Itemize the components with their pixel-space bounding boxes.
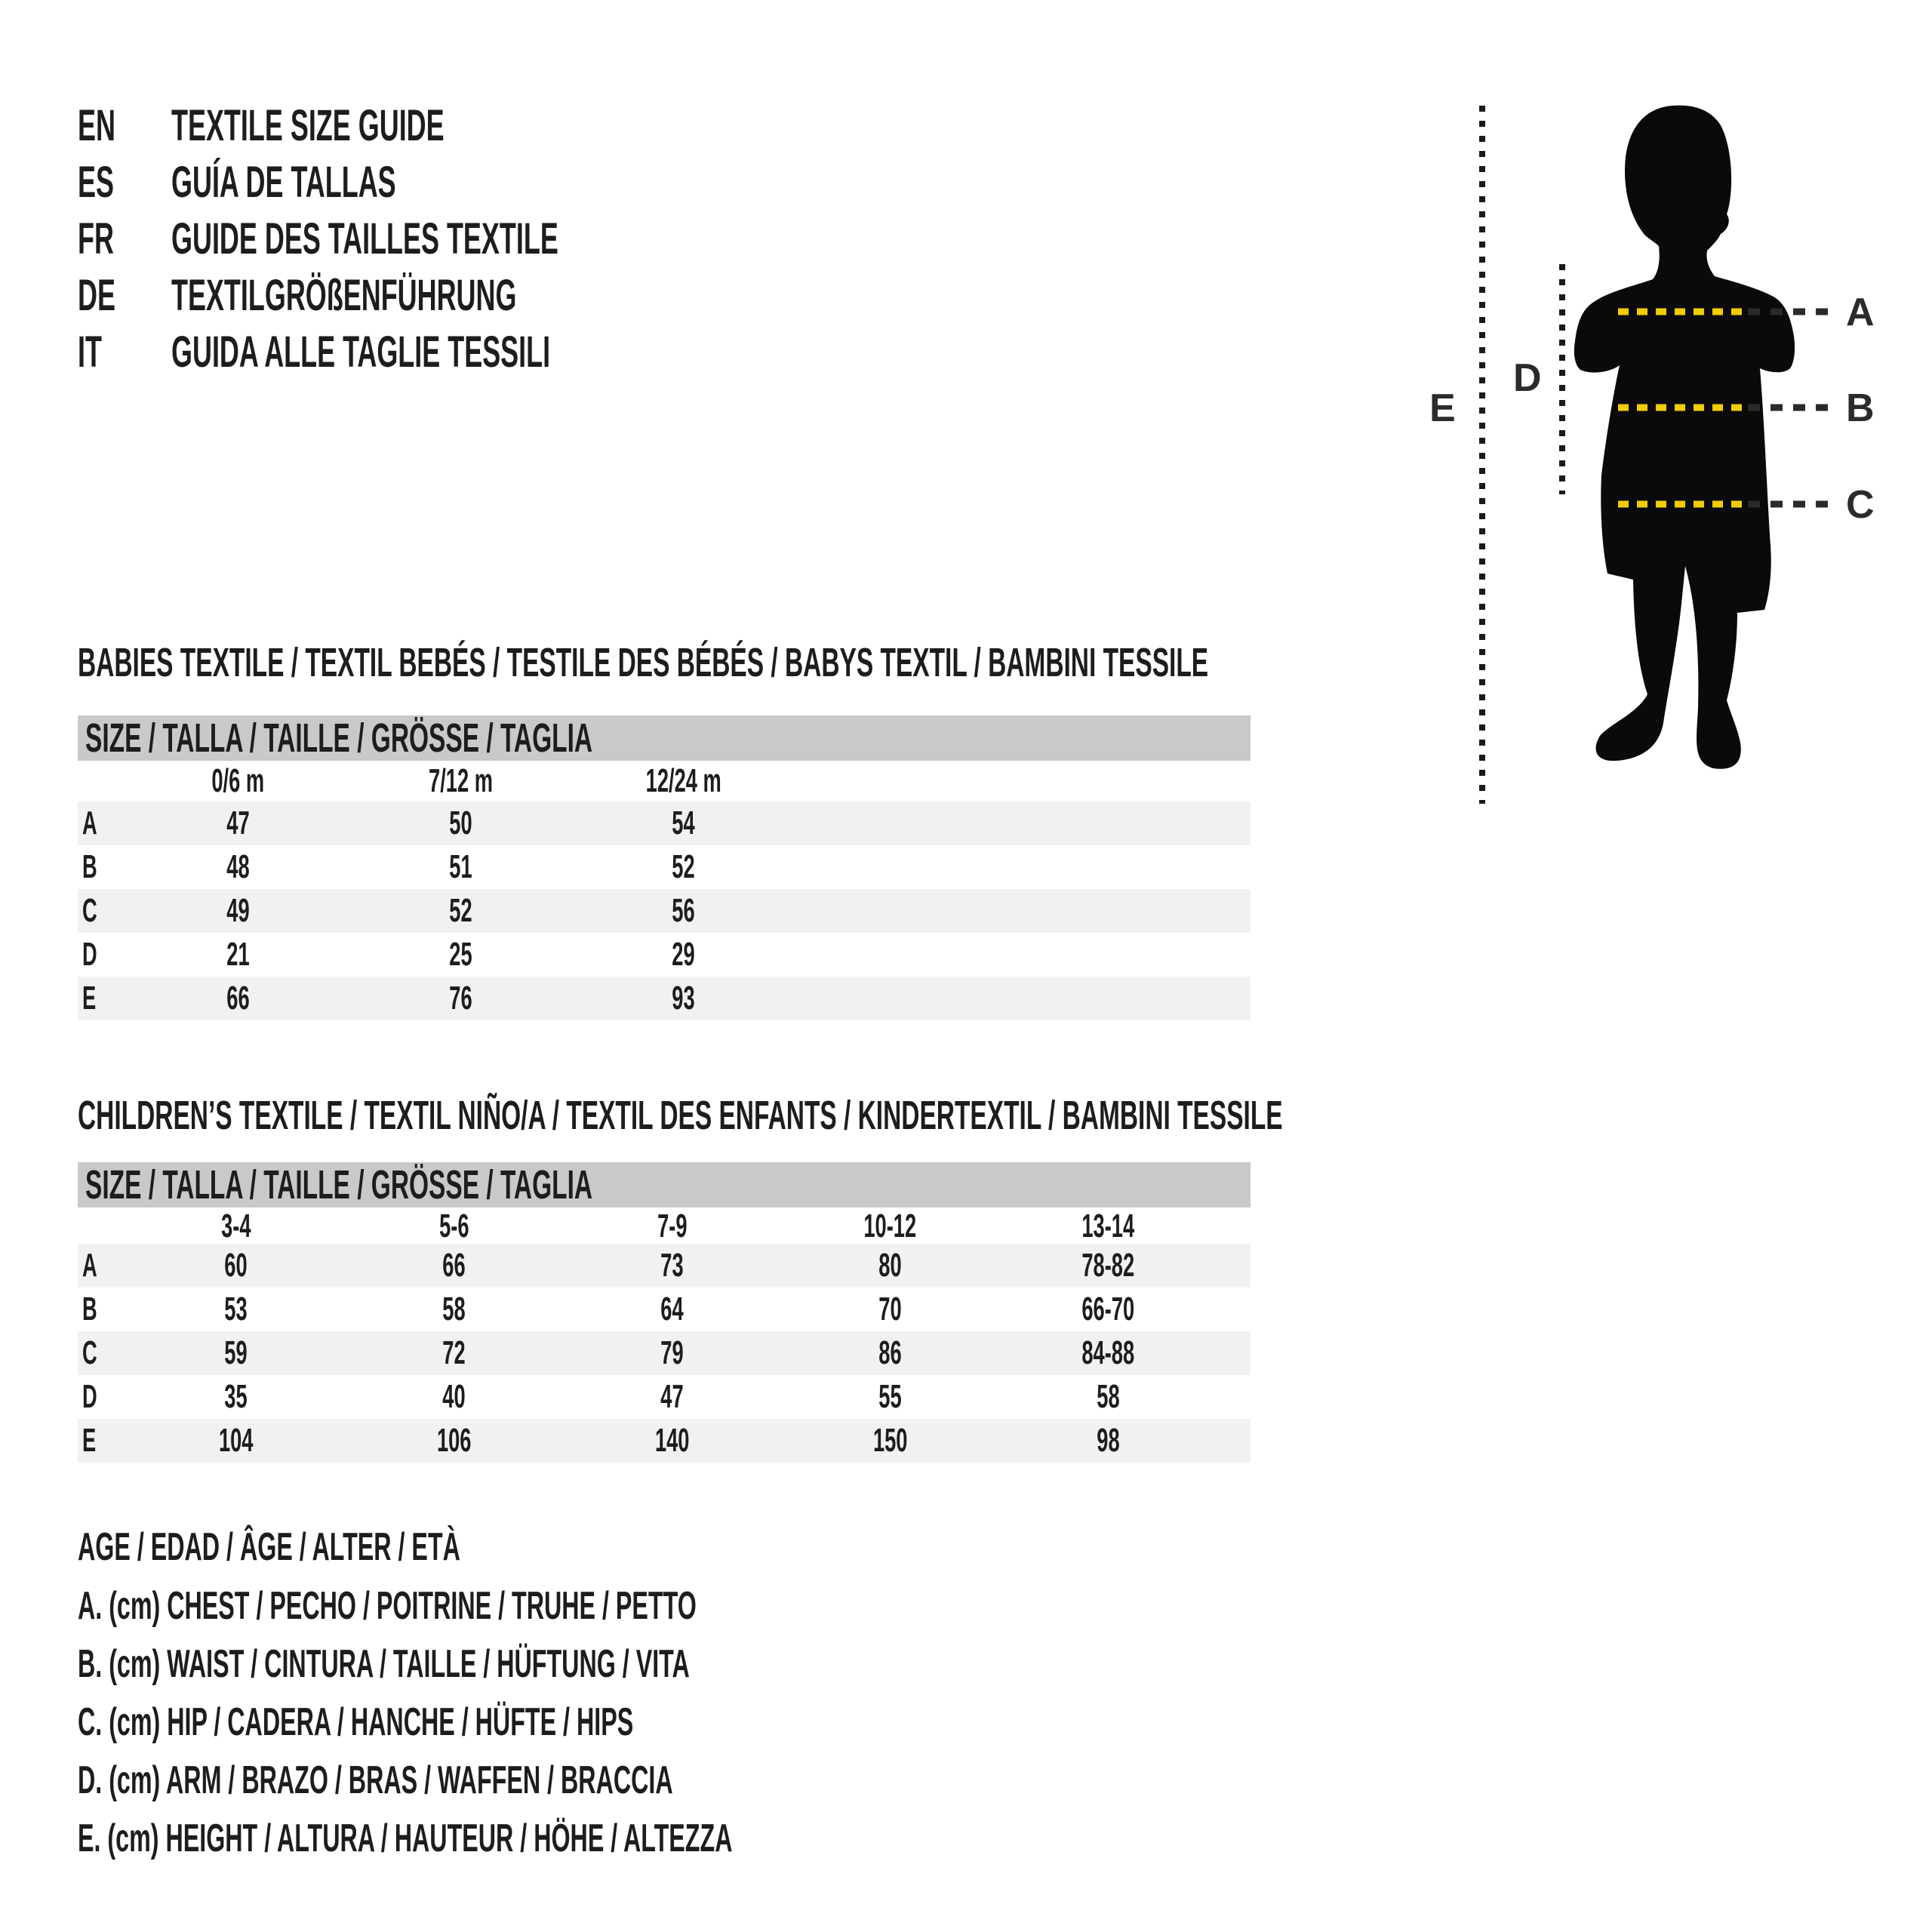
cell-value: 104 [218, 1422, 254, 1459]
row-label: D [82, 936, 97, 973]
table-row [78, 1419, 1251, 1463]
cell-value: 21 [226, 936, 250, 973]
figure-label-c: C [1846, 483, 1875, 527]
children-col-3-4: 3-4 [220, 1208, 251, 1244]
children-size-header-bar [78, 1162, 1251, 1208]
cell-value: 79 [660, 1334, 684, 1371]
cell-value: 56 [672, 892, 695, 929]
cell-value: 80 [878, 1247, 902, 1284]
table-row [78, 1244, 1251, 1287]
children-column-headers [78, 1208, 1251, 1244]
cell-value: 50 [449, 804, 472, 841]
legend-age-line: AGE / EDAD / ÂGE / ALTER / ETÀ [78, 1525, 460, 1569]
table-row [78, 977, 1251, 1020]
babies-col-0-6m: 0/6 m [211, 762, 265, 799]
cell-value: 64 [660, 1291, 684, 1327]
lang-code-de: DE [78, 271, 115, 320]
children-section-title: CHILDREN’S TEXTILE / TEXTIL NIÑO/A / TEXTIL DES ENFANTS / KINDERTEXTIL / BAMBINI TESSILE [78, 1093, 1283, 1138]
cell-value: 51 [449, 848, 472, 885]
figure-label-a: A [1846, 291, 1875, 334]
cell-value: 54 [672, 804, 695, 841]
cell-value: 150 [872, 1422, 908, 1459]
children-size-header-label: SIZE / TALLA / TAILLE / GRÖSSE / TAGLIA [85, 1162, 593, 1208]
cell-value: 84-88 [1081, 1334, 1135, 1371]
babies-column-headers [78, 761, 1251, 801]
lang-title-it: GUIDA ALLE TAGLIE TESSILI [171, 328, 551, 377]
cell-value: 52 [672, 848, 695, 885]
lang-title-es: GUÍA DE TALLAS [171, 158, 396, 207]
table-row [78, 1287, 1251, 1331]
child-measurement-diagram [1396, 45, 1932, 845]
cell-value: 25 [449, 936, 472, 973]
babies-section-title: BABIES TEXTILE / TEXTIL BEBÉS / TESTILE DES BÉBÉS / BABYS TEXTIL / BAMBINI TESSILE [78, 640, 1209, 685]
babies-table [78, 715, 1251, 1020]
cell-value: 70 [878, 1291, 902, 1327]
table-row [78, 933, 1251, 977]
figure-label-b: B [1846, 386, 1875, 430]
cell-value: 58 [442, 1291, 466, 1327]
cell-value: 55 [878, 1378, 902, 1415]
figure-label-d: D [1513, 356, 1542, 400]
cell-value: 73 [660, 1247, 684, 1284]
cell-value: 86 [878, 1334, 902, 1371]
lang-code-fr: FR [78, 214, 114, 263]
table-row [78, 1331, 1251, 1375]
babies-col-12-24m: 12/24 m [645, 762, 721, 799]
cell-value: 35 [224, 1378, 248, 1415]
row-label: A [82, 804, 97, 841]
children-col-13-14: 13-14 [1081, 1208, 1135, 1244]
lang-code-en: EN [78, 101, 115, 150]
figure-label-e: E [1429, 386, 1456, 430]
row-label: B [82, 1291, 97, 1327]
babies-size-header-bar [78, 715, 1251, 761]
cell-value: 60 [224, 1247, 248, 1284]
row-label: B [82, 848, 97, 885]
lang-title-en: TEXTILE SIZE GUIDE [171, 101, 445, 150]
cell-value: 72 [442, 1334, 466, 1371]
cell-value: 66-70 [1081, 1291, 1135, 1327]
cell-value: 52 [449, 892, 472, 929]
cell-value: 48 [226, 848, 250, 885]
row-label: C [82, 1334, 97, 1371]
cell-value: 49 [226, 892, 250, 929]
babies-size-header-label: SIZE / TALLA / TAILLE / GRÖSSE / TAGLIA [85, 715, 593, 761]
cell-value: 47 [660, 1378, 684, 1415]
row-label: E [82, 980, 97, 1017]
row-label: A [82, 1247, 97, 1284]
legend-hip-line: C. (cm) HIP / CADERA / HANCHE / HÜFTE / HIPS [78, 1700, 634, 1744]
cell-value: 78-82 [1081, 1247, 1135, 1284]
lang-code-it: IT [78, 328, 102, 377]
child-silhouette [1574, 106, 1795, 769]
cell-value: 76 [449, 980, 472, 1017]
legend-arm-line: D. (cm) ARM / BRAZO / BRAS / WAFFEN / BRACCIA [78, 1758, 673, 1802]
cell-value: 29 [672, 936, 695, 973]
cell-value: 58 [1097, 1378, 1120, 1415]
cell-value: 66 [226, 980, 250, 1017]
cell-value: 98 [1097, 1422, 1120, 1459]
row-label: D [82, 1378, 97, 1415]
children-table [78, 1162, 1251, 1463]
lang-title-de: TEXTILGRÖßENFÜHRUNG [171, 271, 517, 320]
cell-value: 66 [442, 1247, 466, 1284]
cell-value: 106 [436, 1422, 472, 1459]
children-col-7-9: 7-9 [657, 1208, 688, 1244]
legend-chest-line: A. (cm) CHEST / PECHO / POITRINE / TRUHE / PETTO [78, 1584, 697, 1628]
babies-col-7-12m: 7/12 m [429, 762, 493, 799]
cell-value: 93 [672, 980, 695, 1017]
legend-waist-line: B. (cm) WAIST / CINTURA / TAILLE / HÜFTUNG / VITA [78, 1642, 690, 1686]
children-col-5-6: 5-6 [438, 1208, 469, 1244]
cell-value: 140 [654, 1422, 690, 1459]
lang-code-es: ES [78, 158, 114, 207]
cell-value: 47 [226, 804, 250, 841]
row-label: E [82, 1422, 97, 1459]
babies-table-body [78, 801, 1251, 1020]
cell-value: 59 [224, 1334, 248, 1371]
table-row [78, 1375, 1251, 1419]
table-row [78, 801, 1251, 845]
cell-value: 53 [224, 1291, 248, 1327]
legend-height-line: E. (cm) HEIGHT / ALTURA / HAUTEUR / HÖHE / ALTEZZA [78, 1817, 733, 1860]
table-row [78, 845, 1251, 889]
lang-title-fr: GUIDE DES TAILLES TEXTILE [171, 214, 558, 263]
children-col-10-12: 10-12 [863, 1208, 917, 1244]
cell-value: 40 [442, 1378, 466, 1415]
row-label: C [82, 892, 97, 929]
table-row [78, 889, 1251, 933]
children-table-body [78, 1244, 1251, 1463]
